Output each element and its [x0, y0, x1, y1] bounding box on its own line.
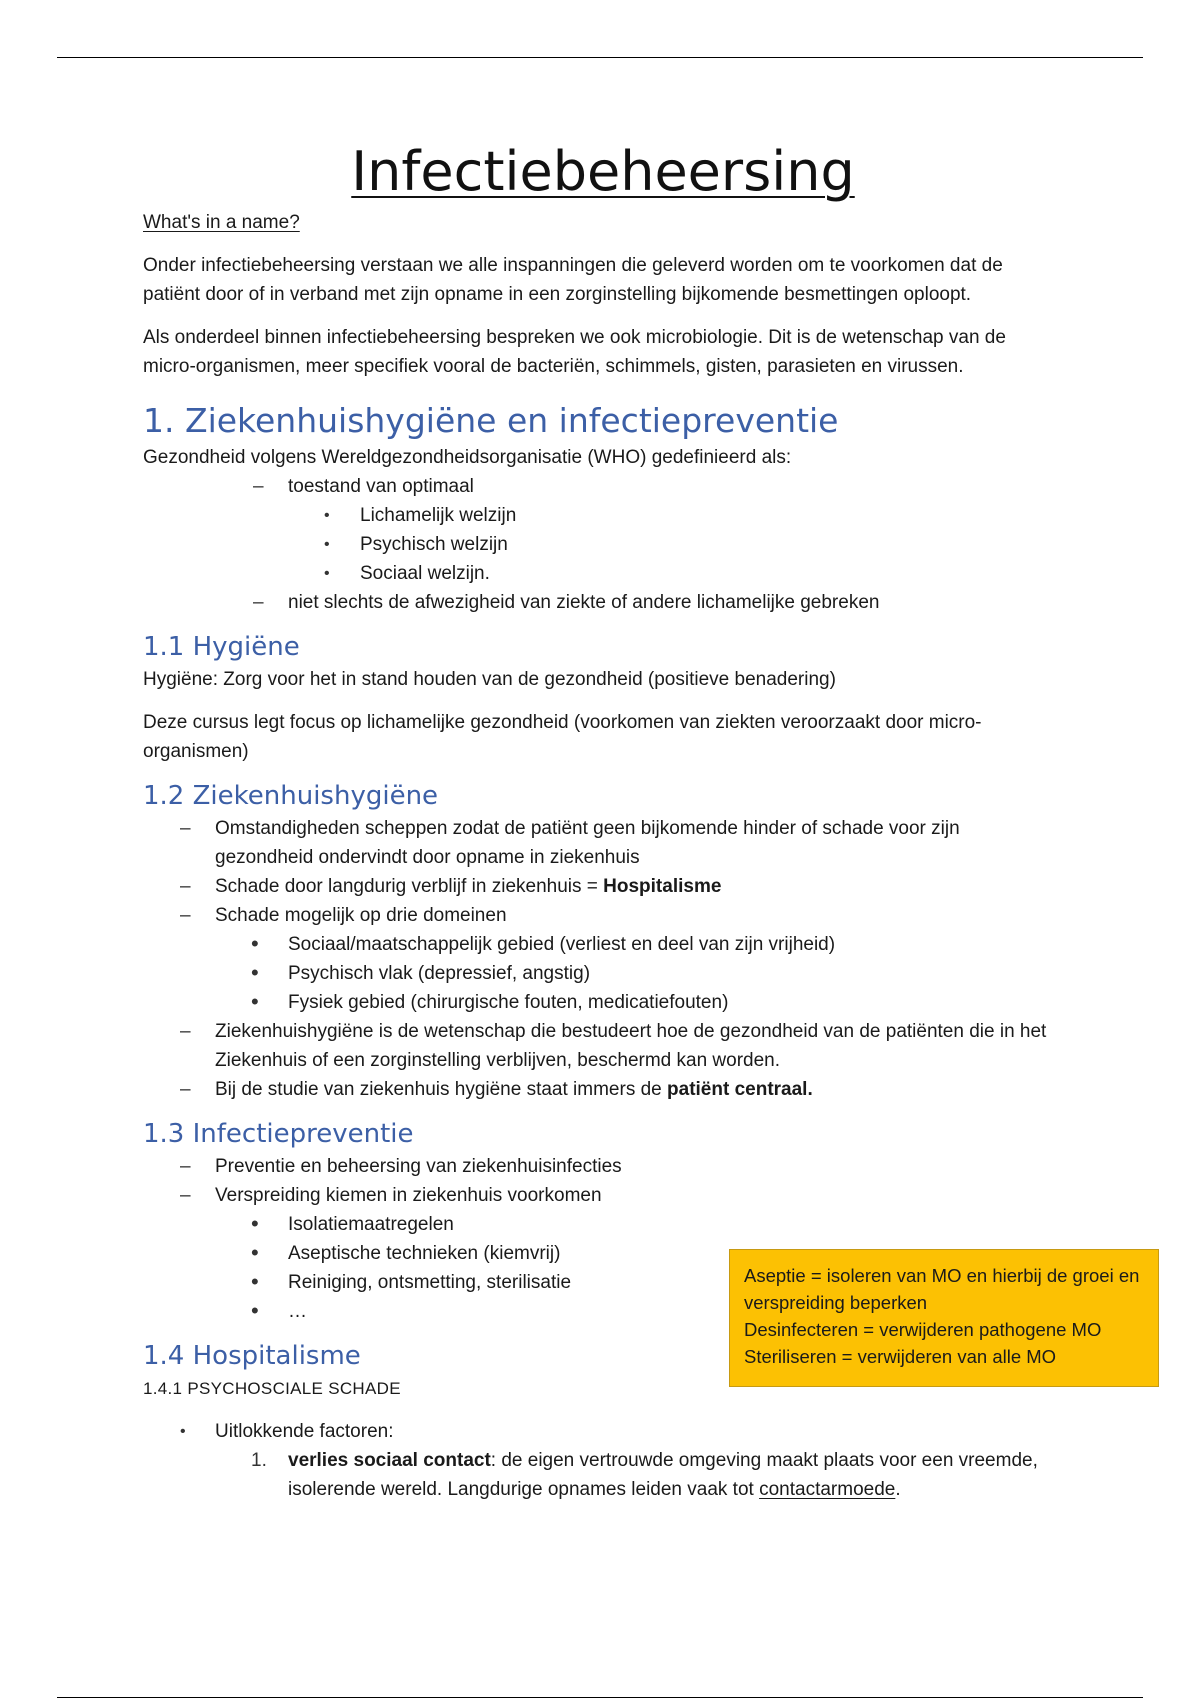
bullet-marker: •: [251, 1298, 259, 1323]
bold-term: verlies sociaal contact: [288, 1450, 491, 1471]
list-item-text: Verspreiding kiemen in ziekenhuis voorkomen: [215, 1185, 602, 1206]
list-item: [143, 1017, 1063, 1075]
callout-line-steriliseren: Steriliseren = verwijderen van alle MO: [744, 1346, 1057, 1367]
list-item: [143, 901, 1063, 930]
bullet-marker: •: [324, 536, 330, 553]
list-item-text: Uitlokkende factoren:: [215, 1421, 394, 1442]
course-focus: Deze cursus legt focus op lichamelijke gezondheid (voorkomen van ziekten veroorzaakt door micro-organismen): [143, 712, 982, 762]
list-item: [143, 588, 1063, 617]
section-1-4-1-heading: 1.4.1 PSYCHOSCIALE SCHADE: [143, 1379, 401, 1398]
underlined-term: contactarmoede: [759, 1479, 896, 1500]
bullet-marker: •: [251, 1240, 259, 1265]
definitions-callout: [729, 1249, 1159, 1387]
number-marker: 1.: [251, 1450, 267, 1471]
list-item: [143, 872, 1063, 901]
list-item-text: : de eigen vertrouwde omgeving maakt plaats voor een vreemde, isolerende wereld. Langdurige opnames leiden vaak tot: [288, 1450, 1038, 1500]
document-title: Infectiebeheersing: [351, 140, 855, 203]
bullet-marker: •: [251, 960, 259, 985]
header-rule: [57, 57, 1143, 58]
list-item: [143, 814, 1063, 872]
list-item: [143, 1417, 1063, 1446]
list-item-text: niet slechts de afwezigheid van ziekte of andere lichamelijke gebreken: [288, 592, 880, 613]
bullet-marker: •: [251, 1211, 259, 1236]
bullet-marker: •: [324, 507, 330, 524]
list-item-text: …: [288, 1301, 307, 1322]
intro-paragraph-2: Als onderdeel binnen infectiebeheersing bespreken we ook microbiologie. Dit is de wetenschap van de micro-organismen, meer specifiek vooral de bacteriën, schimmels, gisten, parasieten en virussen.: [143, 327, 1006, 377]
list-item: [143, 559, 1063, 588]
section-1-3-heading: 1.3 Infectiepreventie: [143, 1119, 414, 1149]
dash-marker: –: [253, 592, 264, 613]
list-item-text: Psychisch welzijn: [360, 534, 508, 555]
bold-term: patiënt centraal.: [667, 1079, 813, 1100]
hygiene-definition: Hygiëne: Zorg voor het in stand houden van de gezondheid (positieve benadering): [143, 669, 836, 690]
callout-line-desinfecteren: Desinfecteren = verwijderen pathogene MO: [744, 1319, 1102, 1340]
dash-marker: –: [180, 1021, 191, 1042]
list-item: [143, 1152, 1063, 1181]
dash-marker: –: [180, 1156, 191, 1177]
list-item-text: Reiniging, ontsmetting, sterilisatie: [288, 1272, 572, 1293]
list-item-end: .: [895, 1479, 901, 1500]
dash-marker: –: [180, 1185, 191, 1206]
list-item-text: Lichamelijk welzijn: [360, 505, 517, 526]
list-item-text: Bij de studie van ziekenhuis hygiëne staat immers de: [215, 1079, 668, 1100]
list-item-text: Schade mogelijk op drie domeinen: [215, 905, 507, 926]
list-item: [143, 988, 1063, 1017]
list-item-text: Aseptische technieken (kiemvrij): [288, 1243, 561, 1264]
list-item-text: Omstandigheden scheppen zodat de patiënt geen bijkomende hinder of schade voor zijn gezondheid ondervindt door opname in ziekenhuis: [215, 818, 960, 868]
section-1-2-heading: 1.2 Ziekenhuishygiëne: [143, 781, 439, 811]
bullet-marker: •: [324, 565, 330, 582]
dash-marker: –: [180, 1079, 191, 1100]
list-item-text: Fysiek gebied (chirurgische fouten, medicatiefouten): [288, 992, 729, 1013]
list-item-text: Psychisch vlak (depressief, angstig): [288, 963, 591, 984]
list-item: [143, 472, 1063, 501]
section-1-4-heading: 1.4 Hospitalisme: [143, 1341, 361, 1371]
subtitle: What's in a name?: [143, 212, 300, 233]
bullet-marker: •: [251, 931, 259, 956]
list-item: [143, 1181, 1063, 1210]
dash-marker: –: [253, 476, 264, 497]
bullet-marker: •: [251, 989, 259, 1014]
list-item: [143, 1210, 1063, 1239]
callout-line-aseptie: Aseptie = isoleren van MO en hierbij de groei en verspreiding beperken: [744, 1265, 1140, 1313]
list-item: [143, 930, 1063, 959]
dash-marker: –: [180, 818, 191, 839]
section-1-heading: 1. Ziekenhuishygiëne en infectiepreventie: [143, 401, 839, 440]
bold-term: Hospitalisme: [603, 876, 722, 897]
bullet-marker: •: [180, 1423, 186, 1440]
list-item: [143, 959, 1063, 988]
numbered-item: [143, 1446, 1063, 1504]
footer-rule: [57, 1697, 1143, 1698]
list-item: [143, 1075, 1063, 1104]
list-item: [143, 501, 1063, 530]
list-item-text: toestand van optimaal: [288, 476, 474, 497]
list-item-text: Schade door langdurig verblijf in ziekenhuis =: [215, 876, 604, 897]
dash-marker: –: [180, 905, 191, 926]
bullet-marker: •: [251, 1269, 259, 1294]
who-definition: Gezondheid volgens Wereldgezondheidsorganisatie (WHO) gedefinieerd als:: [143, 447, 792, 468]
section-1-1-heading: 1.1 Hygiëne: [143, 632, 300, 662]
list-item-text: Sociaal/maatschappelijk gebied (verliest en deel van zijn vrijheid): [288, 934, 836, 955]
list-item-text: Ziekenhuishygiëne is de wetenschap die bestudeert hoe de gezondheid van de patiënten die in het Ziekenhuis of een zorginstelling verblijven, beschermd kan worden.: [215, 1021, 1047, 1071]
list-item: [143, 530, 1063, 559]
list-item-text: Preventie en beheersing van ziekenhuisinfecties: [215, 1156, 622, 1177]
list-item-text: Isolatiemaatregelen: [288, 1214, 454, 1235]
intro-paragraph-1: Onder infectiebeheersing verstaan we alle inspanningen die geleverd worden om te voorkomen dat de patiënt door of in verband met zijn opname in een zorginstelling bijkomende besmettingen oploopt.: [143, 255, 1003, 305]
dash-marker: –: [180, 876, 191, 897]
list-item-text: Sociaal welzijn.: [360, 563, 490, 584]
